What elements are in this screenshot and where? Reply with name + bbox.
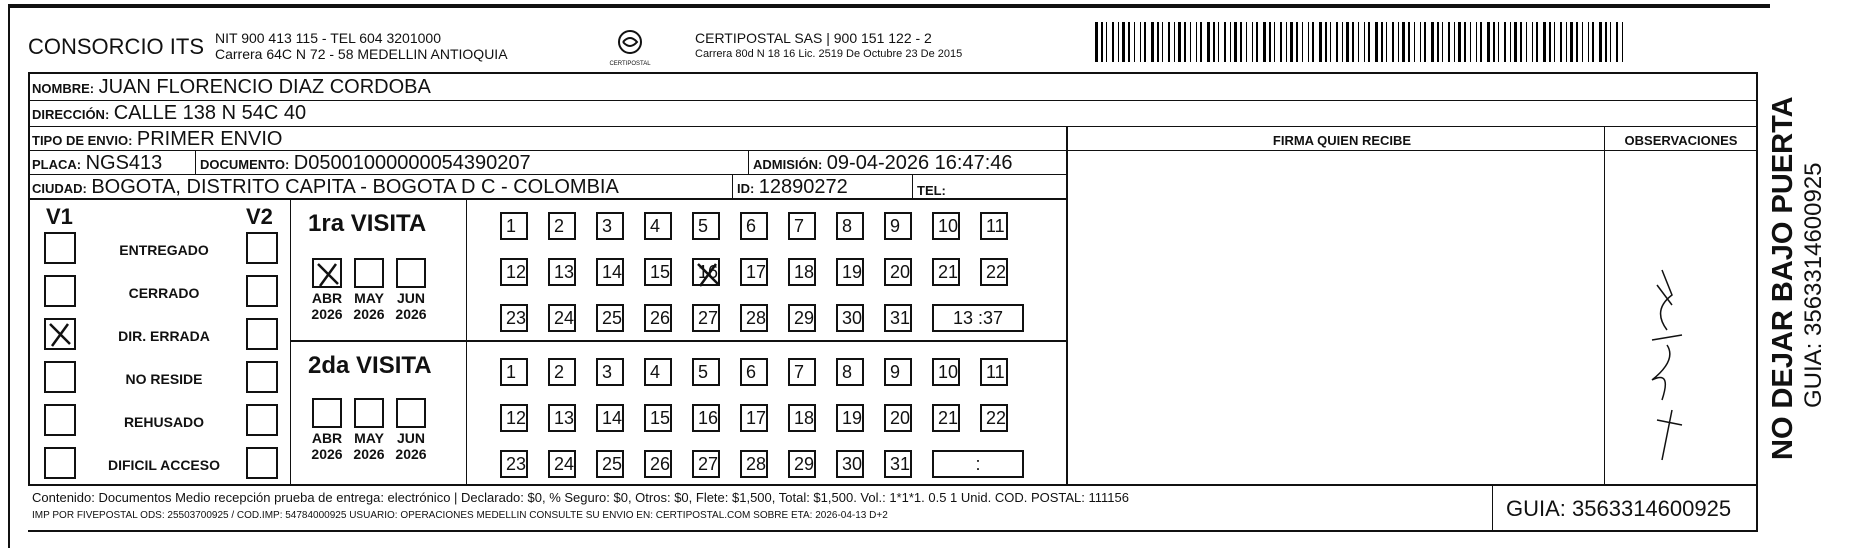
barcode-bar: [1151, 22, 1154, 62]
barcode-bar: [1196, 22, 1197, 62]
barcode-bar: [1296, 22, 1298, 62]
barcode-bar: [1168, 22, 1170, 62]
certipostal-logo-icon: [615, 28, 645, 56]
barcode-bar: [1454, 22, 1455, 62]
barcode-bar: [1576, 22, 1578, 62]
barcode-bar: [1325, 22, 1327, 62]
barcode-bar: [1605, 22, 1607, 62]
day-box-15[interactable]: 15: [644, 404, 672, 432]
barcode-bar: [1308, 22, 1309, 62]
tel-label: TEL:: [917, 183, 946, 198]
reason-label: ENTREGADO: [119, 242, 209, 258]
firma-header: FIRMA QUIEN RECIBE: [1272, 133, 1412, 148]
day-box-8[interactable]: 8: [836, 212, 864, 240]
year-label: 2026: [395, 306, 427, 322]
day-box-22[interactable]: 22: [980, 258, 1008, 286]
barcode-bar: [1319, 22, 1322, 62]
month-checkbox-jun[interactable]: [396, 258, 426, 288]
day-box-7[interactable]: 7: [788, 212, 816, 240]
nombre-label: NOMBRE:: [32, 81, 95, 96]
barcode-bar: [1498, 22, 1499, 62]
v2-checkbox[interactable]: [246, 404, 278, 436]
barcode-bar: [1487, 22, 1490, 62]
barcode-bar: [1269, 22, 1271, 62]
barcode-bar: [1480, 22, 1482, 62]
signature: [1612, 250, 1692, 470]
day-box-31[interactable]: 31: [884, 304, 912, 332]
tipo-envio-value: PRIMER ENVIO: [136, 128, 283, 150]
barcode-bar: [1342, 22, 1343, 62]
barcode-bar: [1526, 22, 1527, 62]
day-box-23[interactable]: 23: [500, 450, 528, 478]
barcode-bar: [1162, 22, 1163, 62]
barcode-bar: [1532, 22, 1533, 62]
year-label: 2026: [353, 306, 385, 322]
barcode-bar: [1381, 22, 1383, 62]
year-label: 2026: [311, 306, 343, 322]
barcode-bar: [1218, 22, 1219, 62]
day-box-18[interactable]: 18: [788, 258, 816, 286]
footer-line1: Contenido: Documentos Medio recepción prueba de entrega: electrónico | Declarado: $0, % Seguro: $0, Otros: $0, Flete: $1,500, Total: $1,500. Vol.: 1*1*1. 0.5 1 Unid. COD. POSTAL: 111156: [32, 490, 1129, 505]
year-label: 2026: [311, 446, 343, 462]
barcode-bar: [1554, 22, 1555, 62]
barcode-bar: [1230, 22, 1231, 62]
v1-checkbox[interactable]: [44, 361, 76, 393]
barcode-bar: [1437, 22, 1439, 62]
day-box-5[interactable]: 5: [692, 358, 720, 386]
observaciones-column-line: [1604, 126, 1605, 486]
nombre-row: [32, 76, 431, 99]
day-box-3[interactable]: 3: [596, 358, 624, 386]
day-box-10[interactable]: 10: [932, 212, 960, 240]
day-box-25[interactable]: 25: [596, 304, 624, 332]
barcode-bar: [1144, 22, 1146, 62]
day-box-3[interactable]: 3: [596, 212, 624, 240]
firma-column-line: [1066, 126, 1068, 486]
admision-value: 09-04-2026 16:47:46: [826, 152, 1013, 174]
company-nit: NIT 900 413 115 - TEL 604 3201000: [215, 30, 441, 46]
direccion-value: CALLE 138 N 54C 40: [113, 102, 307, 124]
barcode-bar: [1101, 22, 1103, 62]
barcode: [1095, 22, 1630, 62]
barcode-bar: [1134, 22, 1135, 62]
month-label: MAY: [354, 430, 384, 446]
barcode-bar: [1549, 22, 1551, 62]
day-box-20[interactable]: 20: [884, 404, 912, 432]
placa-value: NGS413: [85, 152, 163, 174]
v2-header: V2: [246, 204, 273, 229]
day-box-16[interactable]: 16: [692, 258, 720, 286]
v1-checkbox[interactable]: [44, 275, 76, 307]
barcode-bar: [1408, 22, 1410, 62]
barcode-bar: [1118, 22, 1119, 62]
day-box-30[interactable]: 30: [836, 304, 864, 332]
day-box-17[interactable]: 17: [740, 404, 768, 432]
barcode-bar: [1140, 22, 1141, 62]
day-box-11[interactable]: 11: [980, 358, 1008, 386]
documento-label: DOCUMENTO:: [200, 157, 290, 172]
year-label: 2026: [395, 446, 427, 462]
barcode-bar: [1290, 22, 1293, 62]
barcode-bar: [1095, 22, 1098, 62]
barcode-bar: [1476, 22, 1477, 62]
signature-scribble: [1612, 250, 1692, 470]
v2-checkbox[interactable]: [246, 318, 278, 350]
month-label: JUN: [396, 290, 425, 306]
day-box-11[interactable]: 11: [980, 212, 1008, 240]
day-box-25[interactable]: 25: [596, 450, 624, 478]
year-label: 2026: [353, 446, 385, 462]
day-box-2[interactable]: 2: [548, 358, 576, 386]
direccion-row: [32, 102, 306, 125]
time-box[interactable]: 13 :37: [932, 304, 1024, 332]
v1-checkbox[interactable]: [44, 447, 76, 479]
logo-text: CERTIPOSTAL: [609, 61, 651, 67]
day-box-1[interactable]: 1: [500, 358, 528, 386]
v1-checkbox[interactable]: [44, 232, 76, 264]
barcode-bar: [1458, 22, 1461, 62]
barcode-bar: [1599, 22, 1602, 62]
month-label: MAY: [354, 290, 384, 306]
reason-label: CERRADO: [128, 285, 200, 301]
form-left-line: [28, 72, 30, 484]
month-checkbox-may[interactable]: [354, 398, 384, 428]
barcode-bar: [1470, 22, 1471, 62]
barcode-bar: [1240, 22, 1242, 62]
placa-label: PLACA:: [32, 157, 82, 172]
month-label: ABR: [311, 430, 343, 446]
day-box-16[interactable]: 16: [692, 404, 720, 432]
barcode-bar: [1504, 22, 1506, 62]
barcode-bar: [1414, 22, 1415, 62]
day-box-12[interactable]: 12: [500, 258, 528, 286]
nombre-value: JUAN FLORENCIO DIAZ CORDOBA: [98, 76, 431, 98]
v1-checkbox[interactable]: [44, 404, 76, 436]
day-box-22[interactable]: 22: [980, 404, 1008, 432]
barcode-bar: [1566, 22, 1567, 62]
barcode-bar: [1375, 22, 1378, 62]
barcode-bar: [1312, 22, 1314, 62]
barcode-bar: [1336, 22, 1338, 62]
time-box[interactable]: :: [932, 450, 1024, 478]
certipostal-line1: CERTIPOSTAL SAS | 900 151 122 - 2: [695, 30, 932, 46]
barcode-bar: [1122, 22, 1125, 62]
barcode-bar: [1582, 22, 1583, 62]
admision-cell: [753, 152, 1013, 175]
day-box-21[interactable]: 21: [932, 258, 960, 286]
barcode-bar: [1592, 22, 1594, 62]
barcode-bar: [1386, 22, 1387, 62]
company-name: CONSORCIO ITS: [28, 34, 205, 59]
day-box-4[interactable]: 4: [644, 212, 672, 240]
company-address: Carrera 64C N 72 - 58 MEDELLIN ANTIOQUIA: [215, 46, 508, 62]
tipo-envio-row: [32, 128, 282, 151]
month-checkbox-may[interactable]: [354, 258, 384, 288]
barcode-bar: [1112, 22, 1114, 62]
barcode-bar: [1616, 22, 1618, 62]
day-box-5[interactable]: 5: [692, 212, 720, 240]
day-box-29[interactable]: 29: [788, 450, 816, 478]
day-box-23[interactable]: 23: [500, 304, 528, 332]
barcode-bar: [1431, 22, 1434, 62]
side-guia: GUIA: 3563314600925: [1800, 162, 1827, 408]
reason-label: REHUSADO: [123, 414, 205, 430]
day-box-9[interactable]: 9: [884, 212, 912, 240]
barcode-bar: [1234, 22, 1237, 62]
month-label: ABR: [311, 290, 343, 306]
day-box-28[interactable]: 28: [740, 450, 768, 478]
month-checkbox-abr[interactable]: [312, 398, 342, 428]
direccion-label: DIRECCIÓN:: [32, 107, 110, 122]
day-box-26[interactable]: 26: [644, 450, 672, 478]
month-checkbox-abr[interactable]: [312, 258, 342, 288]
day-box-10[interactable]: 10: [932, 358, 960, 386]
day-box-19[interactable]: 19: [836, 404, 864, 432]
barcode-bar: [1286, 22, 1287, 62]
day-box-18[interactable]: 18: [788, 404, 816, 432]
day-box-15[interactable]: 15: [644, 258, 672, 286]
form-right-line: [1756, 72, 1758, 532]
day-box-13[interactable]: 13: [548, 258, 576, 286]
barcode-bar: [1543, 22, 1546, 62]
barcode-bar: [1213, 22, 1215, 62]
barcode-bar: [1280, 22, 1282, 62]
barcode-bar: [1570, 22, 1573, 62]
day-box-12[interactable]: 12: [500, 404, 528, 432]
day-box-17[interactable]: 17: [740, 258, 768, 286]
barcode-bar: [1560, 22, 1562, 62]
barcode-bar: [1610, 22, 1611, 62]
month-label: JUN: [396, 430, 425, 446]
barcode-bar: [1352, 22, 1354, 62]
day-box-7[interactable]: 7: [788, 358, 816, 386]
day-box-14[interactable]: 14: [596, 404, 624, 432]
day-box-13[interactable]: 13: [548, 404, 576, 432]
day-box-30[interactable]: 30: [836, 450, 864, 478]
documento-cell: [200, 152, 531, 175]
observaciones-header: OBSERVACIONES: [1624, 133, 1738, 148]
barcode-bar: [1263, 22, 1266, 62]
day-box-20[interactable]: 20: [884, 258, 912, 286]
barcode-bar: [1364, 22, 1365, 62]
placa-cell: [32, 152, 162, 175]
barcode-bar: [1493, 22, 1495, 62]
day-box-1[interactable]: 1: [500, 212, 528, 240]
footer-line2: IMP POR FIVEPOSTAL ODS: 25503700925 / COD.IMP: 54784000925 USUARIO: OPERACIONES MEDELLIN CONSULTE SU ENVIO EN: CERTIPOSTAL.COM SOBRE ETA: 2026-04-13 D+2: [32, 510, 888, 521]
day-box-14[interactable]: 14: [596, 258, 624, 286]
second-visit-title: 2da VISITA: [308, 352, 432, 379]
v2-checkbox[interactable]: [246, 447, 278, 479]
barcode-bar: [1330, 22, 1331, 62]
first-visit-title: 1ra VISITA: [308, 210, 427, 237]
day-box-24[interactable]: 24: [548, 450, 576, 478]
barcode-bar: [1442, 22, 1443, 62]
barcode-bar: [1207, 22, 1210, 62]
barcode-bar: [1246, 22, 1247, 62]
barcode-bar: [1358, 22, 1359, 62]
barcode-bar: [1106, 22, 1107, 62]
barcode-bar: [1464, 22, 1466, 62]
barcode-bar: [1174, 22, 1175, 62]
side-warning: NO DEJAR BAJO PUERTA: [1767, 96, 1799, 460]
day-box-6[interactable]: 6: [740, 358, 768, 386]
certipostal-logo: [608, 28, 652, 70]
barcode-bar: [1402, 22, 1405, 62]
day-box-24[interactable]: 24: [548, 304, 576, 332]
barcode-bar: [1520, 22, 1522, 62]
v1-checkbox[interactable]: [44, 318, 76, 350]
barcode-bar: [1200, 22, 1202, 62]
barcode-bar: [1420, 22, 1421, 62]
day-box-21[interactable]: 21: [932, 404, 960, 432]
reason-label: DIFICIL ACCESO: [107, 457, 220, 473]
id-label: ID:: [737, 181, 755, 196]
barcode-bar: [1184, 22, 1186, 62]
barcode-bar: [1302, 22, 1303, 62]
v2-checkbox[interactable]: [246, 361, 278, 393]
day-box-6[interactable]: 6: [740, 212, 768, 240]
barcode-bar: [1448, 22, 1450, 62]
ciudad-cell: [32, 176, 619, 199]
barcode-bar: [1274, 22, 1275, 62]
id-cell: [737, 176, 848, 199]
barcode-bar: [1368, 22, 1370, 62]
barcode-bar: [1622, 22, 1623, 62]
reason-label: NO RESIDE: [125, 371, 203, 387]
tipo-envio-label: TIPO DE ENVIO:: [32, 133, 133, 148]
barcode-bar: [1252, 22, 1253, 62]
barcode-bar: [1157, 22, 1159, 62]
day-box-9[interactable]: 9: [884, 358, 912, 386]
day-box-19[interactable]: 19: [836, 258, 864, 286]
ciudad-value: BOGOTA, DISTRITO CAPITA - BOGOTA D C - COLOMBIA: [91, 176, 619, 198]
day-box-29[interactable]: 29: [788, 304, 816, 332]
admision-label: ADMISIÓN:: [753, 157, 823, 172]
barcode-bar: [1536, 22, 1538, 62]
certipostal-line2: Carrera 80d N 18 16 Lic. 2519 De Octubre 23 De 2015: [695, 48, 963, 60]
day-box-27[interactable]: 27: [692, 304, 720, 332]
barcode-bar: [1346, 22, 1349, 62]
v2-checkbox[interactable]: [246, 275, 278, 307]
barcode-bar: [1398, 22, 1399, 62]
ciudad-label: CIUDAD:: [32, 181, 87, 196]
v1-header: V1: [46, 204, 73, 229]
barcode-bar: [1128, 22, 1130, 62]
barcode-bar: [1178, 22, 1181, 62]
form-top-line: [28, 72, 1758, 74]
barcode-bar: [1256, 22, 1258, 62]
barcode-bar: [1424, 22, 1426, 62]
barcode-bar: [1588, 22, 1589, 62]
v2-checkbox[interactable]: [246, 232, 278, 264]
day-box-26[interactable]: 26: [644, 304, 672, 332]
id-value: 12890272: [758, 176, 848, 198]
barcode-bar: [1392, 22, 1394, 62]
reason-label: DIR. ERRADA: [118, 328, 210, 344]
day-box-2[interactable]: 2: [548, 212, 576, 240]
barcode-bar: [1224, 22, 1226, 62]
footer-guia: GUIA: 3563314600925: [1506, 496, 1732, 521]
day-box-4[interactable]: 4: [644, 358, 672, 386]
barcode-bar: [1514, 22, 1517, 62]
day-box-31[interactable]: 31: [884, 450, 912, 478]
documento-value: D05001000000054390207: [293, 152, 531, 174]
day-box-28[interactable]: 28: [740, 304, 768, 332]
day-box-27[interactable]: 27: [692, 450, 720, 478]
month-checkbox-jun[interactable]: [396, 398, 426, 428]
day-box-8[interactable]: 8: [836, 358, 864, 386]
barcode-bar: [1510, 22, 1511, 62]
barcode-bar: [1190, 22, 1191, 62]
